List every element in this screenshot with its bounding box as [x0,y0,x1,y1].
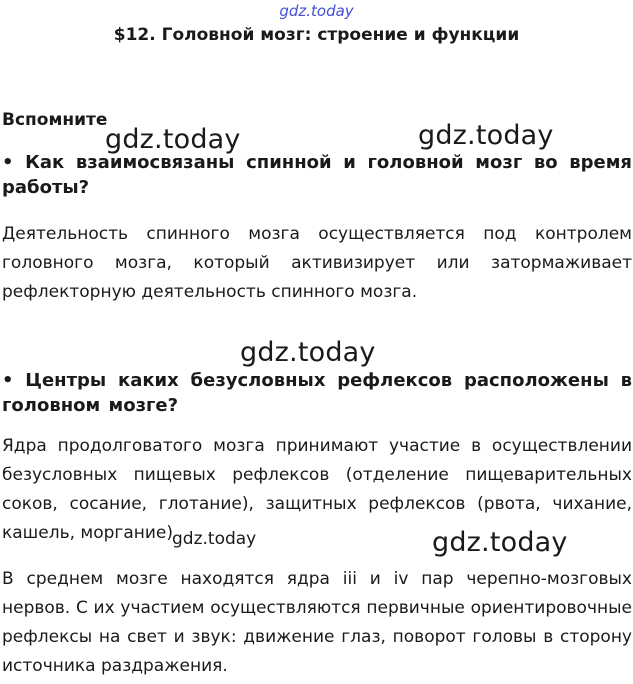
recall-heading: Вспомните [2,110,108,130]
answer-3: В среднем мозге находятся ядра iii и iv пар черепно-мозговых нервов. С их участием осуществляются первичные ориентировочные рефлексы на свет и звук: движение глаз, поворот головы в сторону источника раздражения. [2,569,632,676]
watermark: gdz.today [172,529,257,549]
answer-2: Ядра продолговатого мозга принимают участие в осуществлении безусловных пищевых рефлексов (отделение пищеварительных соков, сосание, глотание), защитных рефлексов (рвота, чихание, кашель, моргание) [2,436,632,543]
watermark-top: gdz.today [279,2,354,20]
answer-1: Деятельность спинного мозга осуществляется под контролем головного мозга, который активизирует или затормаживает рефлекторную деятельность спинного мозга. [2,224,632,302]
page-title: $12. Головной мозг: строение и функции [113,25,520,45]
question-2: • Центры каких безусловных рефлексов расположены в головном мозге? [2,370,632,416]
watermark: gdz.today [418,120,554,151]
watermark: gdz.today [105,124,241,155]
question-1: • Как взаимосвязаны спинной и головной мозг во время работы? [2,152,632,198]
watermark: gdz.today [240,337,376,368]
watermark: gdz.today [432,527,568,558]
